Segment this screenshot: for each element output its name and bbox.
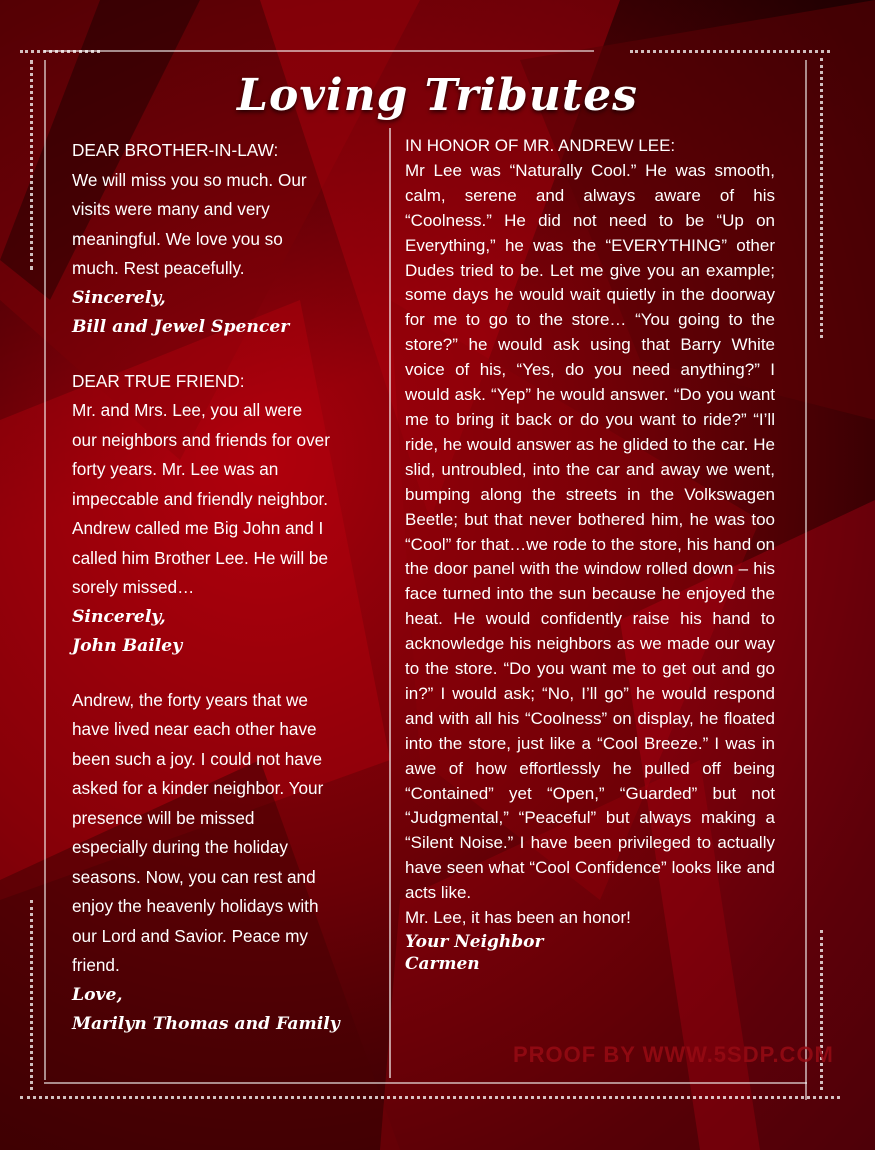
tribute-line: our neighbors and friends for over: [72, 429, 330, 450]
tribute-line: much. Rest peacefully.: [72, 258, 245, 278]
tribute-line: enjoy the heavenly holidays with: [72, 896, 319, 916]
tribute-signature: Marilyn Thomas and Family: [72, 1014, 340, 1034]
honor-body: Mr Lee was “Naturally Cool.” He was smooth, calm, serene and always aware of his “Coolness.” He did not need to be “Up on Everything,” he was the “EVERYTHING” other Dudes tried to be. Let me give you an example; some days he would wait quietly in the doorway for me to go to the store… “You going to the store?” he would ask using that Barry White voice of his, “Yes, do you need anything?” I would ask. “Yep” he would answer. “Do you want me to bring it back or do you want to ride?” “I’ll ride, he would answer as he glided to the car. He slid, untroubled, into the car and away we went, bumping along the streets in the Volkswagen Beetle; but that never bothered him, he was too “Cool” for that…we rode to the store, his hand on the door panel with the window rolled down – his face turned into the sun because he enjoyed the heat. He would confidently raise his hand to acknowledge his neighbors as we made our way to the store. “Do you want me to get out and go in?” I would ask; “No, I’ll go” he would respond and with all his “Coolness” on display, he floated into the store, just like a “Cool Breeze.” I was in awe of how effortlessly he pulled off being “Contained” yet “Open,” “Guarded” but not “Judgmental,” “Peaceful” but always making a “Silent Noise.” I have been privileged to actually have seen what “Cool Confidence” looks like and acts like.: [405, 160, 775, 903]
frame-left-bottom-dots: [30, 900, 33, 1090]
frame-top-line: [44, 50, 594, 52]
tribute-heading: DEAR BROTHER-IN-LAW:: [72, 140, 279, 160]
tribute-line: impeccable and friendly neighbor.: [72, 488, 329, 509]
tribute-block: [72, 136, 372, 343]
tribute-block: [72, 686, 372, 1040]
frame-bottom-line: [44, 1082, 807, 1084]
honor-final-line: Mr. Lee, it has been an honor!: [405, 908, 631, 928]
tribute-line: We will miss you so much. Our: [72, 169, 307, 190]
left-column: [72, 136, 372, 1040]
tribute-line: friend.: [72, 955, 120, 975]
tribute-line: forty years. Mr. Lee was an: [72, 459, 279, 479]
tribute-line: Andrew, the forty years that we: [72, 689, 308, 710]
tribute-line: meaningful. We love you so: [72, 228, 283, 249]
frame-bottom-dots: [20, 1096, 840, 1099]
tribute-line: seasons. Now, you can rest and: [72, 866, 316, 887]
tribute-line: Mr. and Mrs. Lee, you all were: [72, 400, 303, 420]
frame-top-right-dots: [630, 50, 830, 53]
tribute-line: especially during the holiday: [72, 837, 288, 857]
tribute-closing: Love,: [72, 984, 123, 1005]
column-divider: [389, 128, 391, 1078]
tribute-signature: Bill and Jewel Spencer: [72, 317, 290, 337]
tribute-line: been such a joy. I could not have: [72, 748, 323, 769]
tribute-heading: DEAR TRUE FRIEND:: [72, 370, 245, 391]
tribute-line: Andrew called me Big John and I: [72, 518, 324, 538]
honor-signature: Carmen: [405, 954, 480, 974]
tribute-line: asked for a kinder neighbor. Your: [72, 778, 324, 798]
tribute-line: visits were many and very: [72, 199, 270, 219]
tribute-closing: Sincerely,: [72, 287, 166, 308]
honor-closing: Your Neighbor: [405, 932, 544, 952]
proof-watermark: PROOF BY WWW.5SDP.COM: [513, 1042, 834, 1067]
tribute-block: [72, 367, 372, 662]
tribute-line: called him Brother Lee. He will be: [72, 547, 329, 568]
frame-left-line: [44, 60, 46, 1080]
frame-top-left-dots: [20, 50, 100, 53]
tribute-line: sorely missed…: [72, 577, 195, 597]
frame-right-line: [805, 60, 807, 1100]
tribute-line: presence will be missed: [72, 807, 255, 828]
page-title: Loving Tributes: [237, 70, 638, 121]
right-column: [405, 134, 775, 975]
honor-heading: IN HONOR OF MR. ANDREW LEE:: [405, 136, 676, 155]
tribute-line: our Lord and Savior. Peace my: [72, 925, 308, 946]
tribute-line: have lived near each other have: [72, 719, 317, 739]
tribute-closing: Sincerely,: [72, 606, 166, 627]
tribute-signature: John Bailey: [72, 636, 183, 656]
